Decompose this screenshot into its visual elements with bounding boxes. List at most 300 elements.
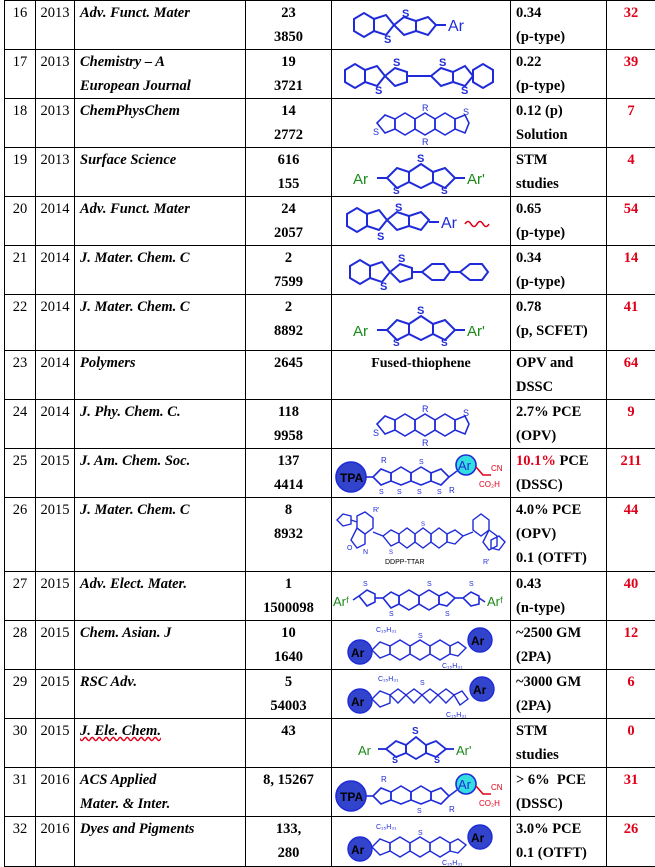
property <box>511 295 607 351</box>
row-number: 22 <box>5 295 36 351</box>
donor-label: TPA <box>340 790 363 804</box>
year: 2015 <box>36 719 75 768</box>
property-line: (p, SCFET) <box>516 319 606 343</box>
structure-cell <box>332 148 511 197</box>
structure-cell <box>332 768 511 817</box>
ref-number: 64 <box>607 351 655 400</box>
atom-label: S <box>419 459 424 466</box>
row-number: 18 <box>5 99 36 148</box>
literature-table <box>4 0 655 867</box>
citation <box>246 768 332 817</box>
page: 8932 <box>246 522 331 546</box>
property <box>511 719 607 768</box>
atom-label: CN <box>491 783 503 792</box>
atom-label: S <box>418 633 423 640</box>
property-line: 0.34 <box>516 246 606 270</box>
table-row <box>5 197 655 246</box>
journal-line: Surface Science <box>80 148 245 172</box>
structure-cell <box>332 449 511 498</box>
substituent-label: Ar <box>471 634 485 648</box>
journal-line: Dyes and Pigments <box>80 817 245 841</box>
citation <box>246 295 332 351</box>
structure-diagram <box>333 576 509 616</box>
property-line: (n-type) <box>516 596 606 620</box>
table-row <box>5 1 655 50</box>
property-line <box>516 449 606 473</box>
structure-cell <box>332 99 511 148</box>
property-line: (OPV) <box>516 424 606 448</box>
journal-line: J. Phy. Chem. C. <box>80 400 245 424</box>
journal <box>75 670 246 719</box>
property-line: 0.1 (OTFT) <box>516 841 606 865</box>
table-row <box>5 498 655 572</box>
table-row <box>5 295 655 351</box>
atom-label: R <box>422 438 429 448</box>
structure-diagram <box>371 101 471 145</box>
journal <box>75 768 246 817</box>
volume: 616 <box>246 148 331 172</box>
alkyl-label: C₁₅H₃₁ <box>442 860 463 867</box>
property-line: (p-type) <box>516 270 606 294</box>
atom-label: S <box>379 489 384 496</box>
property <box>511 572 607 621</box>
property-line: STM <box>516 148 606 172</box>
structure-cell <box>332 246 511 295</box>
substituent-label: Ar <box>351 695 365 709</box>
substituent-label: Arᶠ <box>333 594 349 609</box>
substituent-label: Ar <box>351 843 365 857</box>
year: 2015 <box>36 670 75 719</box>
journal <box>75 197 246 246</box>
row-number: 28 <box>5 621 36 670</box>
substituent-label: Ar <box>471 831 485 845</box>
substituent-label: Ar <box>448 18 465 35</box>
property <box>511 621 607 670</box>
alkyl-label: C₁₅H₃₁ <box>376 627 397 634</box>
table-row <box>5 768 655 817</box>
atom-label: R <box>381 456 387 465</box>
atom-label: S <box>412 726 419 737</box>
citation <box>246 670 332 719</box>
journal-line: Chemistry – A <box>80 50 245 74</box>
substituent-label: Ar' <box>467 171 485 188</box>
property-line: Solution <box>516 123 606 147</box>
atom-label: S <box>393 338 400 349</box>
property <box>511 498 607 572</box>
atom-label: S <box>461 85 468 97</box>
structure-diagram <box>371 402 471 446</box>
structure-cell <box>332 400 511 449</box>
volume: 133, <box>246 817 331 841</box>
alkyl-label: C₁₅H₃₁ <box>376 824 397 831</box>
row-number: 21 <box>5 246 36 295</box>
journal <box>75 295 246 351</box>
volume: 137 <box>246 449 331 473</box>
property-line: 2.7% PCE <box>516 400 606 424</box>
row-number: 27 <box>5 572 36 621</box>
substituent-label: Ar <box>441 215 458 232</box>
property <box>511 50 607 99</box>
page: 54003 <box>246 694 331 718</box>
property <box>511 351 607 400</box>
atom-label: S <box>421 522 425 528</box>
structure-cell <box>332 719 511 768</box>
journal <box>75 498 246 572</box>
atom-label: S <box>441 186 448 197</box>
structure-diagram <box>333 451 509 495</box>
atom-label: S <box>437 489 442 496</box>
page: 1640 <box>246 645 331 669</box>
table-row <box>5 572 655 621</box>
atom-label: CO₂H <box>479 799 500 808</box>
atom-label: CO₂H <box>479 480 500 489</box>
atom-label: S <box>417 153 424 165</box>
substituent-label: Ar' <box>467 323 485 340</box>
journal <box>75 351 246 400</box>
donor-label: TPA <box>340 471 363 485</box>
property <box>511 99 607 148</box>
property <box>511 817 607 867</box>
volume: 5 <box>246 670 331 694</box>
volume: 2 <box>246 246 331 270</box>
citation <box>246 246 332 295</box>
ref-number: 39 <box>607 50 655 99</box>
atom-label: S <box>417 305 424 317</box>
property <box>511 246 607 295</box>
atom-label: R <box>422 103 429 113</box>
atom-label: S <box>373 428 379 438</box>
journal <box>75 621 246 670</box>
substituent-label: Ar <box>358 743 372 758</box>
atom-label: S <box>417 808 422 815</box>
page: 9958 <box>246 424 331 448</box>
substituent-label: Ar' <box>456 743 471 758</box>
citation <box>246 351 332 400</box>
journal-line: Adv. Funct. Mater <box>80 197 245 221</box>
structure-cell <box>332 572 511 621</box>
year: 2015 <box>36 498 75 572</box>
property-line: DSSC <box>516 375 606 399</box>
atom-label: S <box>377 231 384 243</box>
atom-label: S <box>380 281 387 293</box>
year: 2015 <box>36 621 75 670</box>
property-line: 0.1 (OTFT) <box>516 546 606 570</box>
property-unit: PCE <box>560 453 589 469</box>
structure-diagram <box>341 54 501 94</box>
property-line: > 6% PCE <box>516 768 606 792</box>
year: 2014 <box>36 295 75 351</box>
volume: 1 <box>246 572 331 596</box>
journal-line <box>80 719 245 743</box>
property-line: studies <box>516 743 606 767</box>
journal-line: Chem. Asian. J <box>80 621 245 645</box>
row-number: 23 <box>5 351 36 400</box>
atom-label: S <box>469 581 474 588</box>
year: 2013 <box>36 99 75 148</box>
journal-line: Adv. Elect. Mater. <box>80 572 245 596</box>
journal-line: ChemPhysChem <box>80 99 245 123</box>
journal-line: J. Mater. Chem. C <box>80 498 245 522</box>
atom-label: S <box>463 107 469 117</box>
property-line: 3.0% PCE <box>516 817 606 841</box>
atom-label: S <box>375 85 382 97</box>
journal-line: RSC Adv. <box>80 670 245 694</box>
property-line: (DSSC) <box>516 792 606 816</box>
property-line: 0.34 <box>516 1 606 25</box>
journal-line: European Journal <box>80 74 245 98</box>
row-number: 25 <box>5 449 36 498</box>
citation <box>246 719 332 768</box>
year: 2015 <box>36 449 75 498</box>
property <box>511 768 607 817</box>
structure-diagram <box>351 300 491 346</box>
substituent-label: Ar <box>353 171 368 188</box>
journal-line: J. Mater. Chem. C <box>80 295 245 319</box>
property-line: (p-type) <box>516 74 606 98</box>
table-row <box>5 351 655 400</box>
structure-diagram <box>346 819 496 865</box>
atom-label: S <box>393 57 400 69</box>
year: 2014 <box>36 197 75 246</box>
journal-line: Polymers <box>80 351 245 375</box>
structure-cell <box>332 50 511 99</box>
volume: 43 <box>246 719 331 743</box>
citation <box>246 498 332 572</box>
property-line: (2PA) <box>516 645 606 669</box>
journal <box>75 50 246 99</box>
property-line: 0.78 <box>516 295 606 319</box>
atom-label: S <box>427 581 432 588</box>
property-line: 4.0% PCE <box>516 498 606 522</box>
property-highlight: 10.1% <box>516 453 556 469</box>
atom-label: CN <box>491 464 503 473</box>
property-line: (p-type) <box>516 25 606 49</box>
property <box>511 400 607 449</box>
property <box>511 148 607 197</box>
ref-number: 41 <box>607 295 655 351</box>
property <box>511 449 607 498</box>
atom-label: S <box>397 489 402 496</box>
substituent-label: Ar <box>458 458 472 473</box>
page: 1500098 <box>246 596 331 620</box>
year: 2014 <box>36 400 75 449</box>
table-row <box>5 817 655 867</box>
page: 2772 <box>246 123 331 147</box>
property-line: (DSSC) <box>516 473 606 497</box>
atom-label: R <box>381 775 387 784</box>
property-line: STM <box>516 719 606 743</box>
ref-number: 6 <box>607 670 655 719</box>
property-line: (p-type) <box>516 221 606 245</box>
year: 2014 <box>36 351 75 400</box>
structure-diagram <box>356 723 486 763</box>
year: 2014 <box>36 246 75 295</box>
journal <box>75 99 246 148</box>
page: 155 <box>246 172 331 196</box>
property <box>511 670 607 719</box>
citation <box>246 621 332 670</box>
row-number: 17 <box>5 50 36 99</box>
table-row <box>5 719 655 768</box>
atom-label: S <box>373 127 379 137</box>
year: 2013 <box>36 1 75 50</box>
volume: 24 <box>246 197 331 221</box>
citation <box>246 148 332 197</box>
row-number: 32 <box>5 817 36 867</box>
alkyl-label: C₁₅H₃₁ <box>442 663 463 670</box>
table-row <box>5 670 655 719</box>
compound-name: DDPP-TTAR <box>385 559 425 566</box>
atom-label: R <box>422 137 429 147</box>
page: 280 <box>246 841 331 865</box>
alkyl-label: C₁₅H₃₁ <box>378 676 399 683</box>
row-number: 26 <box>5 498 36 572</box>
property-line: studies <box>516 172 606 196</box>
structure-cell <box>332 621 511 670</box>
structure-diagram <box>333 770 509 814</box>
atom-label: R <box>449 805 455 814</box>
row-number: 20 <box>5 197 36 246</box>
property <box>511 197 607 246</box>
page: 4414 <box>246 473 331 497</box>
journal-line: J. Am. Chem. Soc. <box>80 449 245 473</box>
journal-line: Adv. Funct. Mater <box>80 1 245 25</box>
year: 2016 <box>36 817 75 867</box>
ref-number: 211 <box>607 449 655 498</box>
atom-label: S <box>398 253 405 265</box>
table-row <box>5 400 655 449</box>
page: 3850 <box>246 25 331 49</box>
journal-abbrev: J. Ele. Chem. <box>80 723 161 739</box>
atom-label: R' <box>373 507 379 514</box>
volume: 2 <box>246 295 331 319</box>
atom-label: O <box>347 545 353 552</box>
ref-number: 0 <box>607 719 655 768</box>
atom-label: N <box>363 549 368 556</box>
page: 8892 <box>246 319 331 343</box>
property-line: 0.12 (p) <box>516 99 606 123</box>
table-row <box>5 246 655 295</box>
ref-number: 7 <box>607 99 655 148</box>
property-line: 0.43 <box>516 572 606 596</box>
substituent-label: Ar <box>353 323 368 340</box>
table-row <box>5 449 655 498</box>
journal <box>75 719 246 768</box>
journal-line: ACS Applied <box>80 768 245 792</box>
citation <box>246 572 332 621</box>
journal <box>75 246 246 295</box>
journal <box>75 572 246 621</box>
row-number: 16 <box>5 1 36 50</box>
journal <box>75 449 246 498</box>
atom-label: S <box>434 755 440 765</box>
journal <box>75 148 246 197</box>
structure-diagram <box>333 502 509 568</box>
property-line: 0.22 <box>516 50 606 74</box>
journal <box>75 817 246 867</box>
atom-label: R <box>422 404 429 414</box>
structure-cell <box>332 1 511 50</box>
volume: 14 <box>246 99 331 123</box>
volume: 19 <box>246 50 331 74</box>
row-number: 31 <box>5 768 36 817</box>
year: 2016 <box>36 768 75 817</box>
journal <box>75 1 246 50</box>
atom-label: S <box>389 550 393 556</box>
year: 2013 <box>36 148 75 197</box>
atom-label: R' <box>483 559 489 566</box>
structure-cell <box>332 295 511 351</box>
atom-label: S <box>463 408 469 418</box>
substituent-label: Arᶠ <box>487 594 503 609</box>
structure-diagram <box>346 5 496 45</box>
atom-label: S <box>417 489 422 496</box>
property-line: 0.65 <box>516 197 606 221</box>
journal <box>75 400 246 449</box>
property-line: (OPV) <box>516 522 606 546</box>
property-line: ~2500 GM <box>516 621 606 645</box>
atom-label: S <box>420 680 425 687</box>
atom-label: S <box>389 611 394 618</box>
structure-cell <box>332 351 511 400</box>
ref-number: 14 <box>607 246 655 295</box>
structure-diagram <box>346 671 496 717</box>
citation <box>246 50 332 99</box>
structure-diagram <box>341 200 501 242</box>
page: 7599 <box>246 270 331 294</box>
row-number: 30 <box>5 719 36 768</box>
volume: 10 <box>246 621 331 645</box>
atom-label: S <box>392 755 398 765</box>
structure-cell <box>332 817 511 867</box>
volume: 118 <box>246 400 331 424</box>
substituent-label: Ar <box>458 777 472 792</box>
structure-diagram <box>346 622 496 668</box>
citation <box>246 197 332 246</box>
table-row <box>5 50 655 99</box>
atom-label: S <box>393 186 400 197</box>
page: 2057 <box>246 221 331 245</box>
property-line: OPV and <box>516 351 606 375</box>
ref-number: 26 <box>607 817 655 867</box>
page: 3721 <box>246 74 331 98</box>
structure-text: Fused-thiophene <box>371 356 471 371</box>
property-line: (2PA) <box>516 694 606 718</box>
structure-cell <box>332 670 511 719</box>
journal-line: J. Mater. Chem. C <box>80 246 245 270</box>
atom-label: S <box>384 34 391 46</box>
row-number: 19 <box>5 148 36 197</box>
structure-diagram <box>346 250 496 290</box>
row-number: 24 <box>5 400 36 449</box>
ref-number: 4 <box>607 148 655 197</box>
atom-label: S <box>363 581 368 588</box>
ref-number: 54 <box>607 197 655 246</box>
ref-number: 31 <box>607 768 655 817</box>
atom-label: S <box>395 202 402 214</box>
atom-label: S <box>445 611 450 618</box>
atom-label: R <box>449 486 455 495</box>
ref-number: 40 <box>607 572 655 621</box>
structure-cell <box>332 197 511 246</box>
structure-cell <box>332 498 511 572</box>
substituent-label: Ar <box>473 683 487 697</box>
alkyl-label: C₁₅H₃₁ <box>446 712 467 719</box>
property <box>511 1 607 50</box>
journal-line: Mater. & Inter. <box>80 792 245 816</box>
volume: 2645 <box>246 351 331 375</box>
year: 2013 <box>36 50 75 99</box>
